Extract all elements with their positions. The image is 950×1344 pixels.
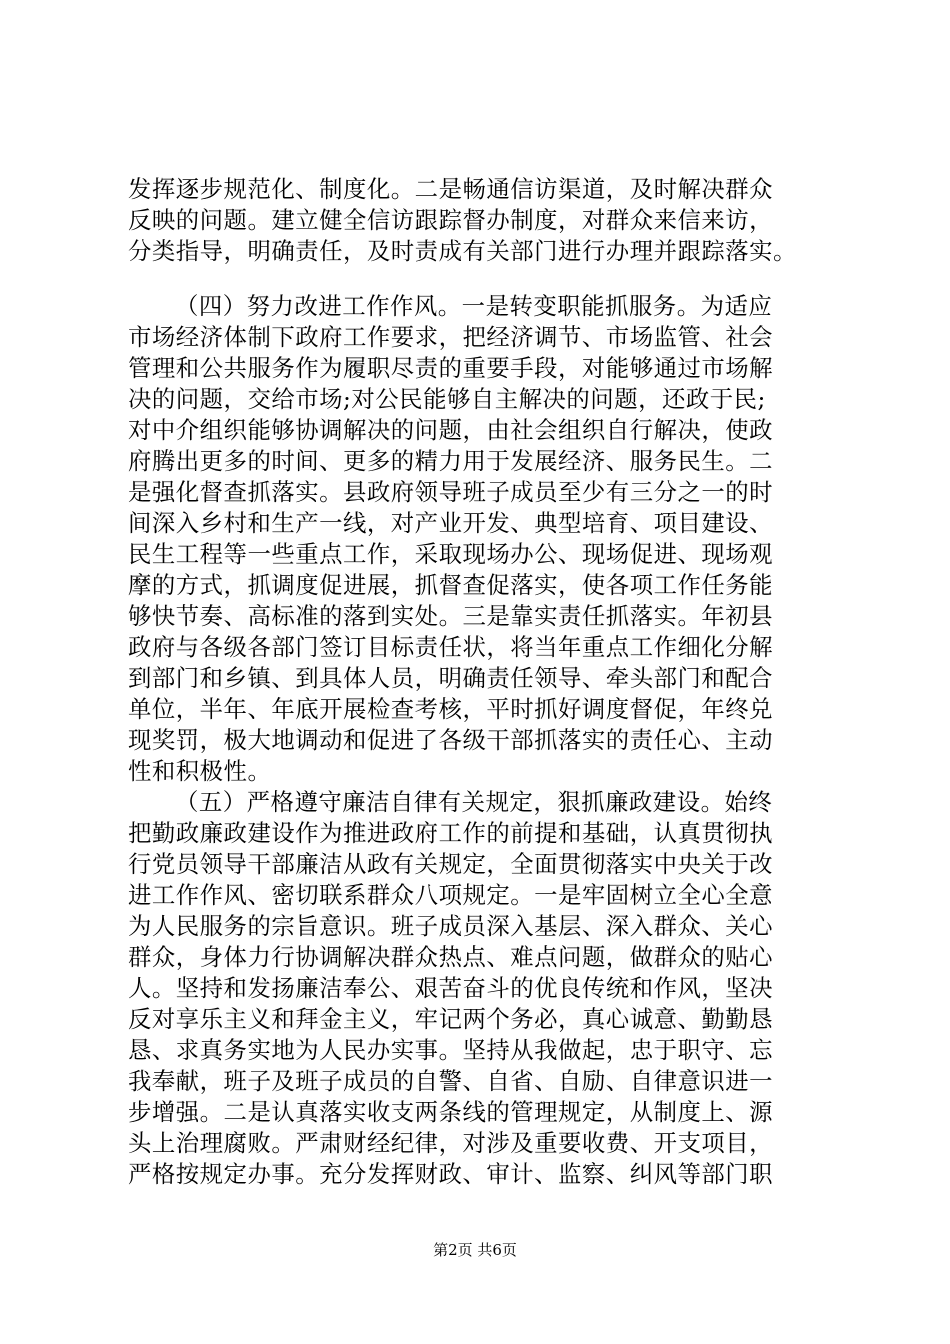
page-number-footer: 第2页 共6页 [433, 1241, 517, 1259]
text-line: 反对享乐主义和拜金主义，牢记两个务必，真心诚意、勤勤恳 [128, 1005, 774, 1033]
document-body [128, 174, 833, 1190]
text-line: 性和积极性。 [128, 757, 272, 785]
text-line: 单位，半年、年底开展检查考核，平时抓好调度督促，年终兑 [128, 695, 774, 723]
text-line: 人。坚持和发扬廉洁奉公、艰苦奋斗的优良传统和作风，坚决 [128, 974, 774, 1002]
text-line: 够快节奏、高标准的落到实处。三是靠实责任抓落实。年初县 [128, 602, 774, 630]
text-line: 到部门和乡镇、到具体人员，明确责任领导、牵头部门和配合 [128, 664, 774, 692]
text-line: （五）严格遵守廉洁自律有关规定，狠抓廉政建设。始终 [175, 788, 773, 816]
paragraph-gap [128, 267, 833, 291]
paragraph-section-four [128, 291, 833, 787]
text-line: 府腾出更多的时间、更多的精力用于发展经济、服务民生。二 [128, 447, 774, 475]
paragraph-section-five [128, 787, 833, 1190]
text-line: 步增强。二是认真落实收支两条线的管理规定，从制度上、源 [128, 1098, 774, 1126]
text-line: 把勤政廉政建设作为推进政府工作的前提和基础，认真贯彻执 [128, 819, 774, 847]
text-line: 严格按规定办事。充分发挥财政、审计、监察、纠风等部门职 [128, 1160, 774, 1188]
text-line: 市场经济体制下政府工作要求，把经济调节、市场监管、社会 [128, 323, 774, 351]
text-line: 政府与各级各部门签订目标责任状，将当年重点工作细化分解 [128, 633, 774, 661]
text-line: 为人民服务的宗旨意识。班子成员深入基层、深入群众、关心 [128, 912, 774, 940]
text-line: 现奖罚，极大地调动和促进了各级干部抓落实的责任心、主动 [128, 726, 774, 754]
paragraph-continuation [128, 174, 833, 267]
text-line: 我奉献，班子及班子成员的自警、自省、自励、自律意识进一 [128, 1067, 774, 1095]
text-line: 发挥逐步规范化、制度化。二是畅通信访渠道，及时解决群众 [128, 175, 774, 203]
text-line: 决的问题，交给市场;对公民能够自主解决的问题，还政于民; [128, 385, 766, 413]
text-line: 是强化督查抓落实。县政府领导班子成员至少有三分之一的时 [128, 478, 774, 506]
text-line: 管理和公共服务作为履职尽责的重要手段，对能够通过市场解 [128, 354, 774, 382]
text-line: 反映的问题。建立健全信访跟踪督办制度，对群众来信来访， [128, 206, 774, 234]
text-line: 群众，身体力行协调解决群众热点、难点问题，做群众的贴心 [128, 943, 774, 971]
text-line: 间深入乡村和生产一线，对产业开发、典型培育、项目建设、 [128, 509, 774, 537]
text-line: 民生工程等一些重点工作，采取现场办公、现场促进、现场观 [128, 540, 774, 568]
text-line: 对中介组织能够协调解决的问题，由社会组织自行解决，使政 [128, 416, 774, 444]
text-line: 行党员领导干部廉洁从政有关规定，全面贯彻落实中央关于改 [128, 850, 774, 878]
text-line: 头上治理腐败。严肃财经纪律，对涉及重要收费、开支项目， [128, 1129, 774, 1157]
text-line: 分类指导，明确责任，及时责成有关部门进行办理并跟踪落实。 [128, 237, 797, 265]
text-line: 恳、求真务实地为人民办实事。坚持从我做起，忠于职守、忘 [128, 1036, 774, 1064]
text-line: （四）努力改进工作作风。一是转变职能抓服务。为适应 [175, 292, 773, 320]
text-line: 摩的方式，抓调度促进展，抓督查促落实，使各项工作任务能 [128, 571, 774, 599]
text-line: 进工作作风、密切联系群众八项规定。一是牢固树立全心全意 [128, 881, 774, 909]
